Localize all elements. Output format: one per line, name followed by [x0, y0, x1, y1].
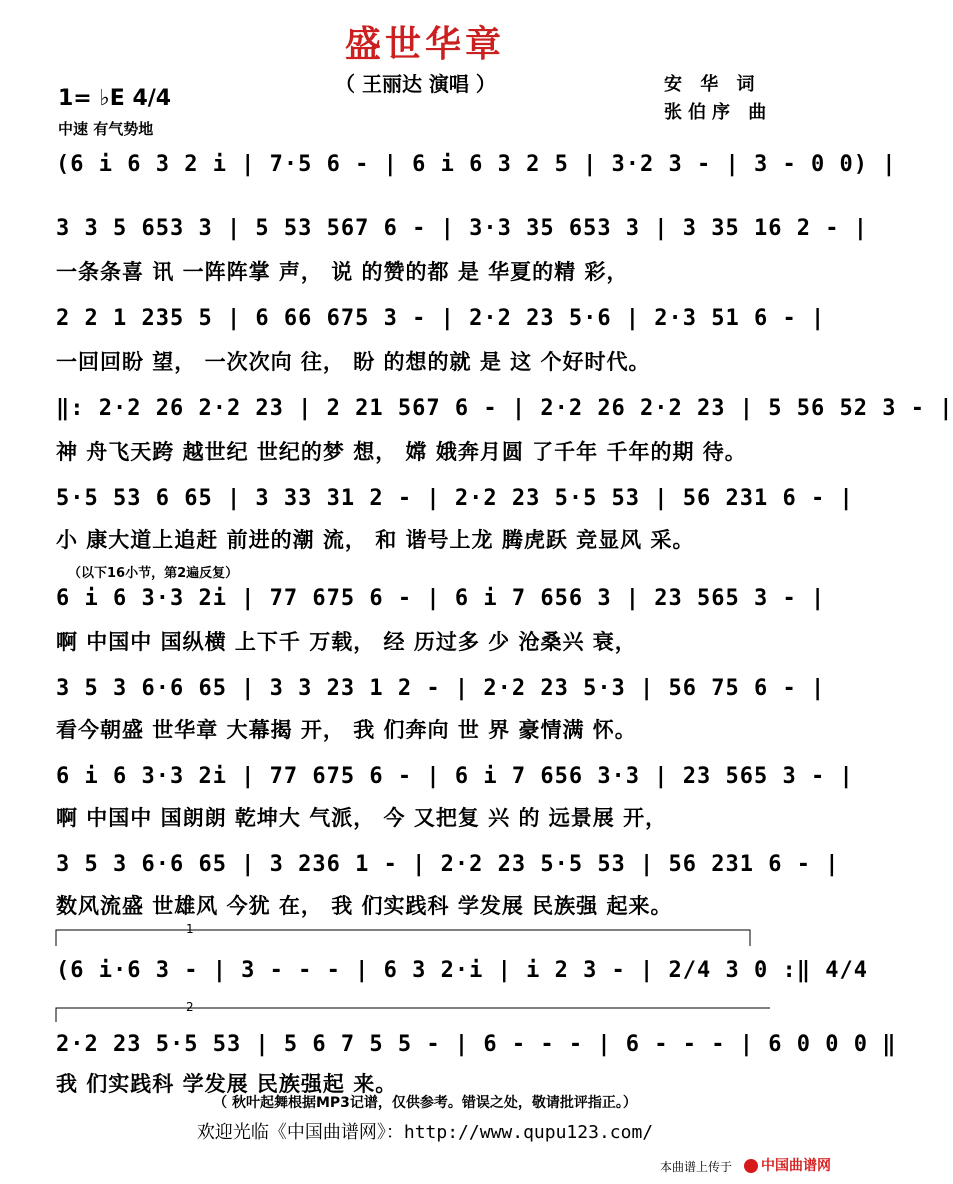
upload-label: 本曲谱上传于	[660, 1160, 733, 1174]
lyric-line-4: 神 舟飞天跨 越世纪 世纪的梦 想， 嫦 娥奔月圆 了千年 千年的期 待。	[56, 440, 747, 464]
score-line-8: 6 i 6 3·3 2i | 77 675 6 - | 6 i 7 656 3·3 | 23 565 3 - |	[56, 764, 854, 789]
composer-credit: 张伯序 曲	[664, 102, 773, 123]
score-line-10: (6 i·6 3 - | 3 - - - | 6 3 2·i | i 2 3 - | 2/4 3 0 :‖ 4/4	[56, 958, 868, 983]
lyric-line-5: 小 康大道上追赶 前进的潮 流， 和 谐号上龙 腾虎跃 竞显风 采。	[56, 528, 695, 552]
lyric-line-6: 啊 中国中 国纵横 上下千 万载， 经 历过多 少 沧桑兴 衰，	[56, 630, 637, 654]
score-line-11: 2·2 23 5·5 53 | 5 6 7 5 5 - | 6 - - - | 6 - - - | 6 0 0 0 ‖	[56, 1032, 897, 1057]
repeat-note: （以下16小节，第2遍反复）	[68, 566, 239, 581]
page-title: 盛世华章	[344, 24, 505, 65]
score-line-4: ‖: 2·2 26 2·2 23 | 2 21 567 6 - | 2·2 26 2·2 23 | 5 56 52 3 - |	[56, 396, 953, 421]
volta-2-bracket	[56, 1008, 770, 1022]
lyric-line-11: 我 们实践科 学发展 民族强起 来。	[56, 1072, 398, 1096]
site-credit: 欢迎光临《中国曲谱网》：http://www.qupu123.com/	[196, 1122, 654, 1143]
volta-1-bracket	[56, 930, 750, 946]
lyric-line-7: 看今朝盛 世华章 大幕揭 开， 我 们奔向 世 界 豪情满 怀。	[56, 718, 637, 742]
lyricist-credit: 安 华 词	[664, 74, 761, 95]
volta-2-label: 2	[186, 1000, 194, 1014]
lyric-line-3: 一回回盼 望， 一次次向 往， 盼 的想的就 是 这 个好时代。	[56, 350, 651, 374]
tempo-marking: 中速 有气势地	[58, 120, 154, 138]
score-line-3: 2 2 1 235 5 | 6 66 675 3 - | 2·2 23 5·6 | 2·3 51 6 - |	[56, 306, 826, 331]
score-line-5: 5·5 53 6 65 | 3 33 31 2 - | 2·2 23 5·5 53 | 56 231 6 - |	[56, 486, 854, 511]
key-signature: 1= ♭E 4/4	[58, 86, 172, 111]
score-line-2: 3 3 5 653 3 | 5 53 567 6 - | 3·3 35 653 3 | 3 35 16 2 - |	[56, 216, 868, 241]
lyric-line-2: 一条条喜 讯 一阵阵掌 声， 说 的赞的都 是 华夏的精 彩，	[56, 260, 629, 284]
score-line-6: 6 i 6 3·3 2i | 77 675 6 - | 6 i 7 656 3 | 23 565 3 - |	[56, 586, 826, 611]
lyric-line-9: 数风流盛 世雄风 今犹 在， 我 们实践科 学发展 民族强 起来。	[56, 894, 673, 918]
score-line-9: 3 5 3 6·6 65 | 3 236 1 - | 2·2 23 5·5 53 | 56 231 6 - |	[56, 852, 840, 877]
singer-credit: （ 王丽达 演唱 ）	[335, 72, 496, 96]
score-line-7: 3 5 3 6·6 65 | 3 3 23 1 2 - | 2·2 23 5·3 | 56 75 6 - |	[56, 676, 826, 701]
transcriber-note: （ 秋叶起舞根据MP3记谱，仅供参考。错误之处，敬请批评指正。）	[213, 1095, 637, 1111]
volta-1-label: 1	[186, 922, 194, 936]
score-line-1: (6 i 6 3 2 i | 7·5 6 - | 6 i 6 3 2 5 | 3·2 3 - | 3 - 0 0) |	[56, 152, 897, 177]
lyric-line-8: 啊 中国中 国朗朗 乾坤大 气派， 今 又把复 兴 的 远景展 开，	[56, 806, 668, 830]
logo-text: 中国曲谱网	[761, 1158, 831, 1174]
